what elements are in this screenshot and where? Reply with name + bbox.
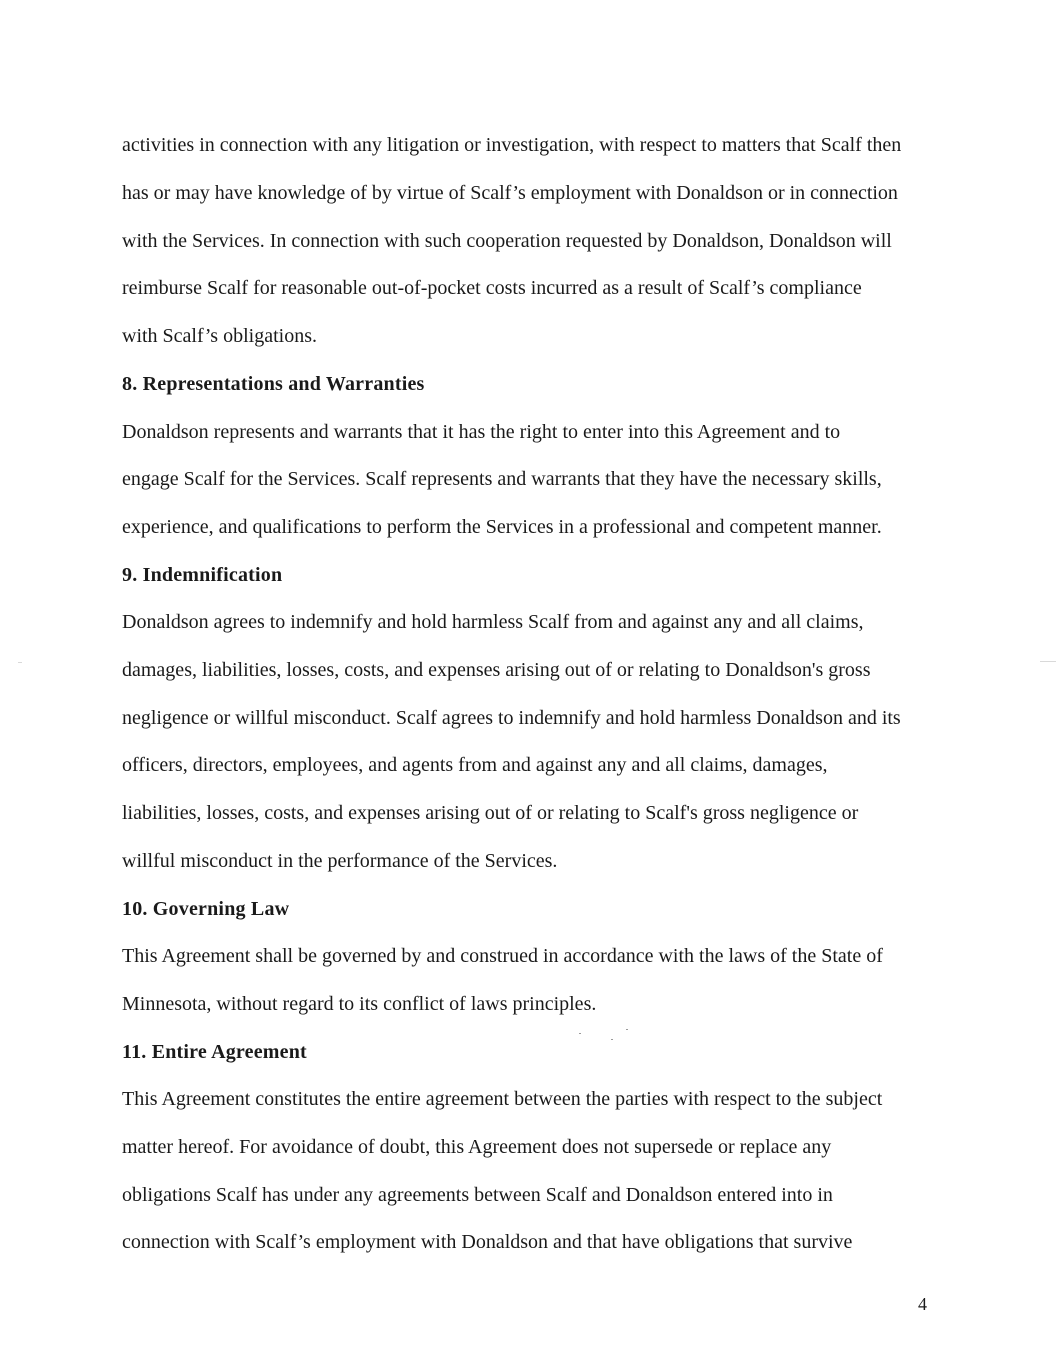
section-heading-entire-agreement: 11. Entire Agreement — [122, 1041, 307, 1063]
paragraph-line: experience, and qualifications to perform the Services in a professional and competent manner. — [122, 516, 882, 538]
paragraph-line: liabilities, losses, costs, and expenses arising out of or relating to Scalf's gross negligence or — [122, 802, 859, 824]
paragraph-line: Minnesota, without regard to its conflict of laws principles. — [122, 993, 597, 1015]
scan-speck — [579, 1033, 581, 1034]
paragraph-line: matter hereof. For avoidance of doubt, this Agreement does not supersede or replace any — [122, 1136, 832, 1158]
scan-speck — [611, 1039, 613, 1040]
paragraph-line: This Agreement shall be governed by and construed in accordance with the laws of the State of — [122, 945, 883, 967]
section-heading-representations: 8. Representations and Warranties — [122, 373, 425, 395]
scan-edge-mark — [1040, 661, 1056, 662]
scan-speck — [626, 1029, 628, 1030]
paragraph-line: obligations Scalf has under any agreements between Scalf and Donaldson entered into in — [122, 1184, 833, 1206]
scan-edge-mark — [18, 662, 22, 663]
paragraph-line: with the Services. In connection with such cooperation requested by Donaldson, Donaldson will — [122, 230, 892, 252]
paragraph-line: Donaldson agrees to indemnify and hold harmless Scalf from and against any and all claims, — [122, 611, 864, 633]
paragraph-line: willful misconduct in the performance of the Services. — [122, 850, 558, 872]
page-number: 4 — [918, 1294, 927, 1314]
paragraph-line: has or may have knowledge of by virtue of Scalf’s employment with Donaldson or in connection — [122, 182, 898, 204]
paragraph-line: activities in connection with any litigation or investigation, with respect to matters that Scalf then — [122, 134, 902, 156]
paragraph-line: damages, liabilities, losses, costs, and expenses arising out of or relating to Donaldson's gross — [122, 659, 871, 681]
paragraph-line: This Agreement constitutes the entire agreement between the parties with respect to the subject — [122, 1088, 883, 1110]
paragraph-line: officers, directors, employees, and agents from and against any and all claims, damages, — [122, 754, 828, 776]
section-heading-governing-law: 10. Governing Law — [122, 898, 290, 920]
paragraph-line: reimburse Scalf for reasonable out-of-pocket costs incurred as a result of Scalf’s compliance — [122, 277, 862, 299]
paragraph-line: Donaldson represents and warrants that it has the right to enter into this Agreement and to — [122, 421, 841, 443]
paragraph-line: with Scalf’s obligations. — [122, 325, 317, 347]
paragraph-line: negligence or willful misconduct. Scalf agrees to indemnify and hold harmless Donaldson and its — [122, 707, 901, 729]
paragraph-line: engage Scalf for the Services. Scalf represents and warrants that they have the necessary skills, — [122, 468, 882, 490]
paragraph-line: connection with Scalf’s employment with Donaldson and that have obligations that survive — [122, 1231, 853, 1253]
section-heading-indemnification: 9. Indemnification — [122, 564, 283, 586]
